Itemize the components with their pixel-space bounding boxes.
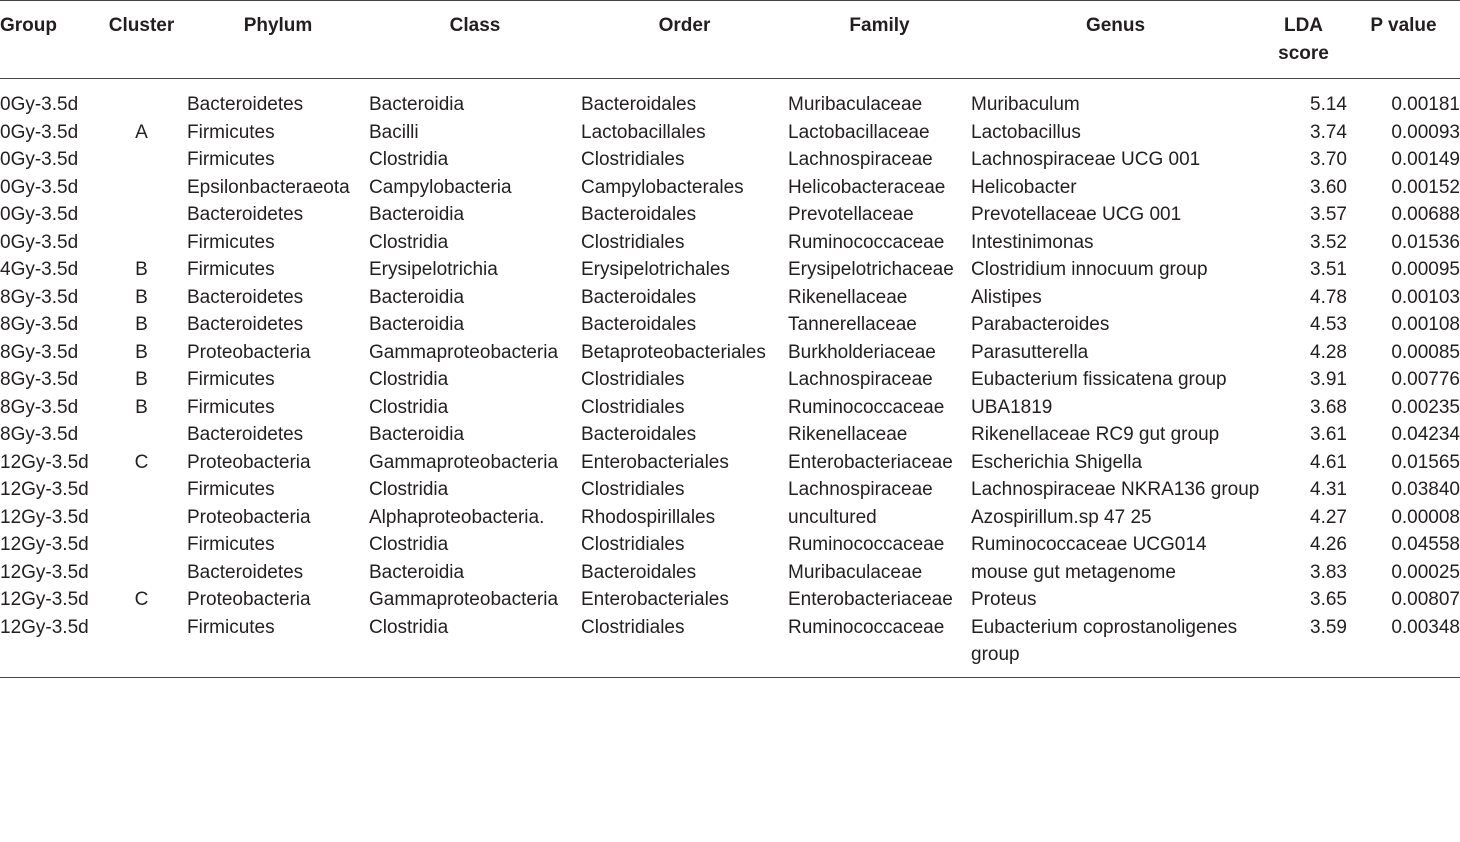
cell-lda-score: 3.70 [1310, 149, 1347, 170]
cell-family: Muribaculaceae [788, 561, 923, 583]
cell-lda-score: 5.14 [1310, 94, 1347, 115]
header-group: Group [0, 15, 57, 36]
cell-genus: Muribaculum [971, 94, 1080, 115]
cell-family: Ruminococcaceae [788, 616, 945, 638]
cell-genus: Lachnospiraceae NKRA136 group [971, 479, 1260, 500]
cell-p-value: 0.04234 [1391, 424, 1460, 445]
cell-lda-score: 4.78 [1310, 286, 1347, 308]
cell-class: Erysipelotrichia [369, 259, 498, 280]
table-row [0, 339, 1460, 367]
cell-class: Clostridia [369, 534, 449, 555]
table-row [0, 366, 1460, 394]
cell-p-value: 0.01536 [1391, 231, 1460, 253]
cell-group: 8Gy-3.5d [0, 286, 79, 308]
cell-cluster: C [134, 589, 149, 610]
cell-order: Clostridiales [581, 616, 685, 638]
cell-genus: Azospirillum.sp 47 25 [971, 506, 1152, 528]
cell-group: 8Gy-3.5d [0, 396, 79, 418]
cell-family: Enterobacteriaceae [788, 451, 953, 473]
cell-cluster [96, 476, 187, 504]
cell-cluster: B [135, 369, 148, 390]
cell-genus: Rikenellaceae RC9 gut group [971, 424, 1220, 445]
cell-order: Bacteroidales [581, 314, 697, 335]
table-row [0, 79, 1460, 119]
cell-phylum: Bacteroidetes [187, 424, 304, 445]
cell-p-value: 0.00776 [1391, 369, 1460, 390]
table-row [0, 284, 1460, 312]
cell-cluster [96, 504, 187, 532]
table-row [0, 449, 1460, 477]
table-row [0, 531, 1460, 559]
cell-lda-score: 3.91 [1310, 369, 1347, 390]
cell-class: Alphaproteobacteria. [369, 506, 545, 528]
cell-family: Tannerellaceae [788, 314, 917, 335]
table-row [0, 504, 1460, 532]
cell-cluster: C [134, 451, 149, 473]
table-row [0, 311, 1460, 339]
cell-order: Clostridiales [581, 534, 685, 555]
cell-group: 12Gy-3.5d [0, 589, 89, 610]
table-row [0, 421, 1460, 449]
cell-family: Ruminococcaceae [788, 534, 945, 555]
table-row [0, 256, 1460, 284]
cell-class: Clostridia [369, 231, 449, 253]
cell-cluster [96, 79, 187, 119]
cell-order: Bacteroidales [581, 286, 697, 308]
cell-group: 0Gy-3.5d [0, 204, 79, 225]
cell-order: Clostridiales [581, 149, 685, 170]
cell-lda-score: 3.74 [1310, 121, 1347, 143]
cell-phylum: Firmicutes [187, 534, 275, 555]
cell-lda-score: 3.83 [1310, 561, 1347, 583]
cell-genus: Prevotellaceae UCG 001 [971, 204, 1182, 225]
header-family: Family [849, 15, 910, 36]
cell-lda-score: 3.60 [1310, 176, 1347, 198]
cell-genus: Parabacteroides [971, 314, 1110, 335]
cell-order: Enterobacteriales [581, 589, 729, 610]
cell-phylum: Firmicutes [187, 259, 275, 280]
cell-order: Erysipelotrichales [581, 259, 730, 280]
cell-class: Bacteroidia [369, 286, 465, 308]
cell-cluster [96, 174, 187, 202]
cell-group: 12Gy-3.5d [0, 451, 89, 473]
cell-genus: Clostridium innocuum group [971, 259, 1208, 280]
cell-cluster [96, 531, 187, 559]
cell-class: Gammaproteobacteria [369, 589, 559, 610]
cell-cluster [96, 229, 187, 257]
cell-p-value: 0.00152 [1391, 176, 1460, 198]
cell-family: uncultured [788, 506, 877, 528]
cell-order: Rhodospirillales [581, 506, 716, 528]
cell-cluster [96, 614, 187, 678]
cell-lda-score: 4.31 [1310, 479, 1347, 500]
cell-phylum: Proteobacteria [187, 451, 311, 473]
cell-genus: Escherichia Shigella [971, 451, 1143, 473]
cell-family: Ruminococcaceae [788, 396, 945, 418]
table-row [0, 394, 1460, 422]
cell-phylum: Firmicutes [187, 369, 275, 390]
cell-class: Bacteroidia [369, 314, 465, 335]
cell-group: 0Gy-3.5d [0, 149, 79, 170]
cell-p-value: 0.00688 [1391, 204, 1460, 225]
header-lda-score [1260, 1, 1347, 79]
cell-lda-score: 3.51 [1310, 259, 1347, 280]
cell-class: Gammaproteobacteria [369, 451, 559, 473]
cell-genus: Ruminococcaceae UCG014 [971, 534, 1207, 555]
cell-order: Clostridiales [581, 479, 685, 500]
cell-class: Bacteroidia [369, 204, 465, 225]
cell-class: Bacilli [369, 121, 419, 143]
header-phylum: Phylum [243, 15, 313, 36]
cell-genus: Lachnospiraceae UCG 001 [971, 149, 1201, 170]
header-cluster: Cluster [108, 15, 175, 36]
table-row [0, 201, 1460, 229]
cell-order: Bacteroidales [581, 204, 697, 225]
cell-phylum: Proteobacteria [187, 341, 311, 363]
cell-group: 0Gy-3.5d [0, 94, 79, 115]
cell-family: Enterobacteriaceae [788, 589, 953, 610]
table-header [0, 1, 1460, 79]
cell-class: Clostridia [369, 149, 449, 170]
table-row [0, 476, 1460, 504]
cell-family: Ruminococcaceae [788, 231, 945, 253]
cell-order: Clostridiales [581, 369, 685, 390]
cell-p-value: 0.01565 [1391, 451, 1460, 473]
cell-lda-score: 4.61 [1310, 451, 1347, 473]
cell-family: Erysipelotrichaceae [788, 259, 954, 280]
cell-phylum: Bacteroidetes [187, 286, 304, 308]
header-class: Class [449, 15, 501, 36]
cell-genus: mouse gut metagenome [971, 561, 1176, 583]
cell-phylum: Epsilonbacteraeota [187, 176, 350, 198]
cell-family: Rikenellaceae [788, 424, 908, 445]
cell-p-value: 0.00085 [1391, 341, 1460, 363]
cell-p-value: 0.00235 [1391, 396, 1460, 418]
cell-cluster: B [135, 286, 148, 308]
header-order: Order [658, 15, 711, 36]
cell-phylum: Proteobacteria [187, 589, 311, 610]
cell-class: Clostridia [369, 396, 449, 418]
table-row [0, 119, 1460, 147]
cell-group: 0Gy-3.5d [0, 121, 79, 143]
cell-lda-score: 4.53 [1310, 314, 1347, 335]
cell-genus: Parasutterella [971, 341, 1089, 363]
cell-phylum: Proteobacteria [187, 506, 311, 528]
cell-family: Helicobacteraceae [788, 176, 946, 198]
cell-phylum: Bacteroidetes [187, 314, 304, 335]
cell-group: 8Gy-3.5d [0, 424, 79, 445]
header-p-value: P value [1370, 15, 1437, 36]
cell-order: Betaproteobacteriales [581, 341, 766, 363]
cell-order: Bacteroidales [581, 424, 697, 445]
cell-p-value: 0.00807 [1391, 589, 1460, 610]
cell-genus: Eubacterium coprostanoligenes group [971, 616, 1238, 665]
cell-order: Campylobacterales [581, 176, 744, 198]
cell-lda-score: 3.65 [1310, 589, 1347, 610]
cell-genus: Intestinimonas [971, 231, 1094, 253]
cell-class: Clostridia [369, 479, 449, 500]
cell-group: 12Gy-3.5d [0, 506, 89, 528]
cell-lda-score: 4.28 [1310, 341, 1347, 363]
cell-group: 12Gy-3.5d [0, 479, 89, 500]
cell-cluster: B [135, 259, 148, 280]
cell-genus: Eubacterium fissicatena group [971, 369, 1227, 390]
cell-lda-score: 3.57 [1310, 204, 1347, 225]
cell-family: Burkholderiaceae [788, 341, 936, 363]
cell-family: Lachnospiraceae [788, 369, 933, 390]
cell-class: Clostridia [369, 369, 449, 390]
cell-cluster: B [135, 341, 148, 363]
cell-class: Bacteroidia [369, 424, 465, 445]
header-lda-line2: score [1278, 43, 1329, 64]
cell-cluster: B [135, 396, 148, 418]
cell-lda-score: 3.59 [1310, 616, 1347, 638]
cell-genus: Proteus [971, 589, 1037, 610]
cell-order: Bacteroidales [581, 561, 697, 583]
cell-family: Lachnospiraceae [788, 479, 933, 500]
cell-class: Gammaproteobacteria [369, 341, 559, 363]
cell-lda-score: 3.61 [1310, 424, 1347, 445]
cell-genus: UBA1819 [971, 396, 1053, 418]
cell-order: Lactobacillales [581, 121, 706, 143]
cell-p-value: 0.00025 [1391, 561, 1460, 583]
cell-family: Rikenellaceae [788, 286, 908, 308]
cell-lda-score: 4.26 [1310, 534, 1347, 555]
header-lda-line1: LDA [1283, 15, 1324, 36]
cell-class: Campylobacteria [369, 176, 512, 198]
cell-p-value: 0.00348 [1391, 616, 1460, 638]
cell-family: Lactobacillaceae [788, 121, 930, 143]
cell-p-value: 0.00108 [1391, 314, 1460, 335]
cell-cluster [96, 559, 187, 587]
cell-lda-score: 3.68 [1310, 396, 1347, 418]
cell-phylum: Bacteroidetes [187, 204, 304, 225]
cell-p-value: 0.00103 [1391, 286, 1460, 308]
cell-lda-score: 4.27 [1310, 506, 1347, 528]
cell-phylum: Firmicutes [187, 396, 275, 418]
cell-p-value: 0.00093 [1391, 121, 1460, 143]
header-row [0, 1, 1460, 79]
cell-order: Bacteroidales [581, 94, 697, 115]
cell-group: 12Gy-3.5d [0, 534, 89, 555]
cell-family: Lachnospiraceae [788, 149, 933, 170]
cell-phylum: Firmicutes [187, 121, 275, 143]
cell-family: Prevotellaceae [788, 204, 914, 225]
cell-cluster [96, 421, 187, 449]
cell-phylum: Firmicutes [187, 149, 275, 170]
cell-cluster [96, 146, 187, 174]
table-row [0, 229, 1460, 257]
cell-family: Muribaculaceae [788, 94, 923, 115]
cell-genus: Lactobacillus [971, 121, 1081, 143]
cell-p-value: 0.03840 [1391, 479, 1460, 500]
cell-phylum: Firmicutes [187, 616, 275, 638]
table-body [0, 79, 1460, 678]
table-row [0, 174, 1460, 202]
cell-cluster [96, 201, 187, 229]
cell-group: 8Gy-3.5d [0, 341, 79, 363]
cell-order: Enterobacteriales [581, 451, 729, 473]
cell-class: Clostridia [369, 616, 449, 638]
cell-lda-score: 3.52 [1310, 231, 1347, 253]
cell-cluster: B [135, 314, 148, 335]
cell-p-value: 0.00008 [1391, 506, 1460, 528]
cell-order: Clostridiales [581, 231, 685, 253]
cell-cluster: A [135, 121, 148, 143]
cell-genus: Helicobacter [971, 176, 1077, 198]
cell-class: Bacteroidia [369, 94, 465, 115]
cell-p-value: 0.00149 [1391, 149, 1460, 170]
cell-group: 12Gy-3.5d [0, 616, 89, 638]
cell-group: 8Gy-3.5d [0, 314, 79, 335]
cell-phylum: Bacteroidetes [187, 94, 304, 115]
header-genus: Genus [1085, 15, 1146, 36]
table-row [0, 614, 1460, 678]
cell-group: 0Gy-3.5d [0, 176, 79, 198]
cell-group: 4Gy-3.5d [0, 259, 79, 280]
cell-order: Clostridiales [581, 396, 685, 418]
cell-genus: Alistipes [971, 286, 1042, 308]
cell-p-value: 0.00095 [1391, 259, 1460, 280]
table-row [0, 146, 1460, 174]
cell-phylum: Firmicutes [187, 479, 275, 500]
table-row [0, 559, 1460, 587]
cell-p-value: 0.00181 [1391, 94, 1460, 115]
cell-group: 12Gy-3.5d [0, 561, 89, 583]
cell-phylum: Firmicutes [187, 231, 275, 253]
cell-group: 8Gy-3.5d [0, 369, 79, 390]
cell-phylum: Bacteroidetes [187, 561, 304, 583]
cell-group: 0Gy-3.5d [0, 231, 79, 253]
cell-class: Bacteroidia [369, 561, 465, 583]
table-row [0, 586, 1460, 614]
cell-p-value: 0.04558 [1391, 534, 1460, 555]
